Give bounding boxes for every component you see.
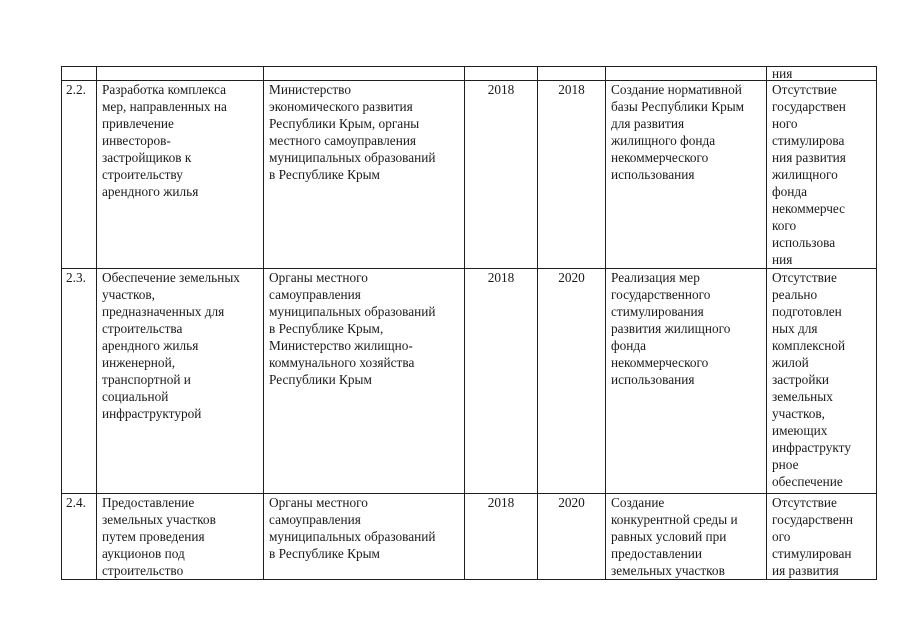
cell-risk: Отсутствие реально подготовлен ных для комплексной жилой застройки земельных участков, имеющих инфраструкту рное обеспечение	[767, 269, 877, 494]
cell-number: 2.4.	[62, 494, 97, 580]
cell-result: Создание нормативной базы Республики Крым для развития жилищного фонда некоммерческого использования	[606, 81, 767, 269]
table-row	[62, 494, 877, 580]
cell-responsible: Органы местного самоуправления муниципальных образований в Республике Крым	[264, 494, 465, 580]
cell-responsible	[264, 67, 465, 81]
cell-responsible: Органы местного самоуправления муниципальных образований в Республике Крым, Министерство жилищно- коммунального хозяйства Республики Крым	[264, 269, 465, 494]
cell-end-year: 2018	[538, 81, 606, 269]
cell-number: 2.3.	[62, 269, 97, 494]
cell-measure: Обеспечение земельных участков, предназначенных для строительства арендного жилья инженерной, транспортной и социальной инфраструктурой	[97, 269, 264, 494]
cell-start-year: 2018	[465, 269, 538, 494]
cell-measure: Предоставление земельных участков путем проведения аукционов под строительство	[97, 494, 264, 580]
cell-end-year	[538, 67, 606, 81]
cell-result: Реализация мер государственного стимулирования развития жилищного фонда некоммерческого использования	[606, 269, 767, 494]
table-row-continued	[62, 67, 877, 81]
table-row	[62, 81, 877, 269]
cell-end-year: 2020	[538, 494, 606, 580]
cell-measure	[97, 67, 264, 81]
cell-start-year: 2018	[465, 81, 538, 269]
cell-responsible: Министерство экономического развития Республики Крым, органы местного самоуправления муниципальных образований в Республике Крым	[264, 81, 465, 269]
cell-risk: Отсутствие государствен ного стимулирова ния развития жилищного фонда некоммерчес кого использова ния	[767, 81, 877, 269]
cell-risk: Отсутствие государственн ого стимулирован ия развития	[767, 494, 877, 580]
measures-table	[61, 66, 877, 580]
cell-result	[606, 67, 767, 81]
cell-start-year: 2018	[465, 494, 538, 580]
cell-number	[62, 67, 97, 81]
cell-number: 2.2.	[62, 81, 97, 269]
table-row	[62, 269, 877, 494]
cell-result: Создание конкурентной среды и равных условий при предоставлении земельных участков	[606, 494, 767, 580]
cell-measure: Разработка комплекса мер, направленных на привлечение инвесторов- застройщиков к строительству арендного жилья	[97, 81, 264, 269]
cell-risk	[767, 67, 877, 81]
cell-end-year: 2020	[538, 269, 606, 494]
risk-fragment: ния	[772, 66, 793, 81]
cell-start-year	[465, 67, 538, 81]
